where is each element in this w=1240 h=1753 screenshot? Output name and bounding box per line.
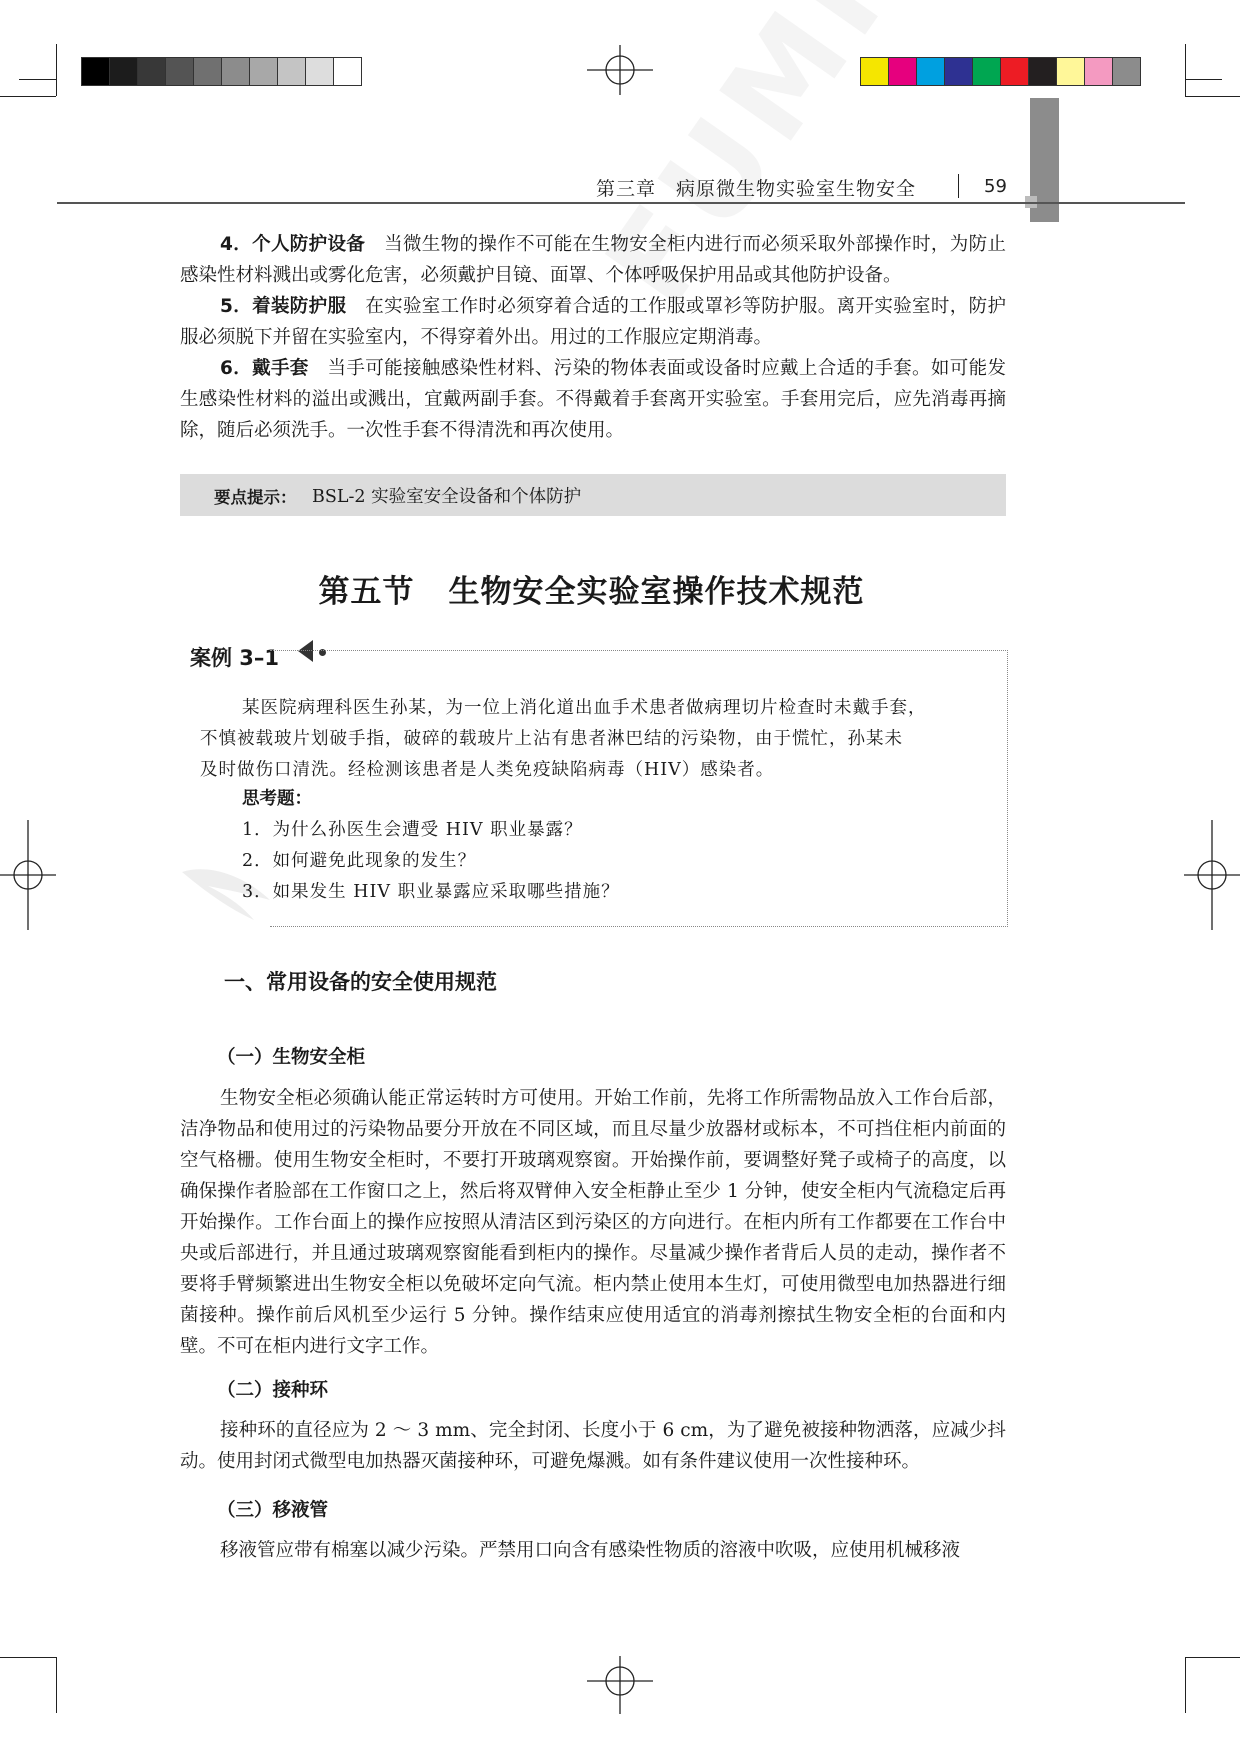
- case-line: 及时做伤口清洗。经检测该患者是人类免疫缺陷病毒（HIV）感染者。: [200, 760, 775, 780]
- paragraph-label: 5．着装防护服: [220, 296, 347, 317]
- registration-mark-right: [1184, 820, 1240, 930]
- section-title: [0, 566, 1183, 611]
- gray-swatch: [165, 57, 194, 86]
- paragraph-inoculating-loop: 接种环的直径应为 2 ～ 3 mm、完全封闭、长度小于 6 cm，为了避免被接种物洒落，应减少抖动。使用封闭式微型电加热器灭菌接种环，可避免爆溅。如有条件建议使用一次性接种环。: [180, 1420, 1006, 1472]
- paragraph-gloves: [180, 353, 1006, 446]
- case-question: 3．如果发生 HIV 职业暴露应采取哪些措施？: [242, 882, 620, 902]
- registration-mark-top: [587, 45, 653, 111]
- case-line: 不慎被载玻片划破手指，破碎的载玻片上沾有患者淋巴结的污染物，由于慌忙，孙某未: [200, 729, 903, 749]
- page-number: 59: [984, 176, 1007, 197]
- case-label: 案例 3–1: [190, 646, 280, 670]
- registration-mark-left: [0, 820, 56, 930]
- color-swatch: [1084, 57, 1113, 86]
- running-header-chapter: 第三章 病原微生物实验室生物安全: [596, 178, 917, 200]
- section-name: 生物安全实验室操作技术规范: [448, 574, 865, 610]
- key-point-text: BSL-2 实验室安全设备和个体防护: [312, 487, 582, 507]
- color-swatch: [888, 57, 917, 86]
- paragraph-biosafety-cabinet: 生物安全柜必须确认能正常运转时方可使用。开始工作前，先将工作所需物品放入工作台后部，洁净物品和使用过的污染物品要分开放在不同区域，而且尽量少放器材或标本，不可挡住柜内前面的空气格栅。使用生物安全柜时，不要打开玻璃观察窗。开始操作前，要调整好凳子或椅子的高度，以确保操作者脸部在工作窗口之上，然后将双臂伸入安全柜静止至少 1 分钟，使安全柜内气流稳定后再开始操作。工作台面上的操作应按照从清洁区到污染区的方向进行。在柜内所有工作都要在工作台中央或后部进行，并且通过玻璃观察窗能看到柜内的操作。尽量减少操作者背后人员的走动，操作者不要将手臂频繁进出生物安全柜以免破坏定向气流。柜内禁止使用本生灯，可使用微型电加热器进行细菌接种。操作前后风机至少运行 5 分钟。操作结束应使用适宜的消毒剂擦拭生物安全柜的台面和内壁。不可在柜内进行文字工作。: [180, 1088, 1006, 1357]
- paragraph-protective-clothing: [180, 291, 1006, 353]
- case-question: 1．为什么孙医生会遭受 HIV 职业暴露？: [242, 820, 583, 840]
- gray-swatch: [249, 57, 278, 86]
- paragraph-pipette: 移液管应带有棉塞以减少污染。严禁用口向含有感染性物质的溶液中吹吸，应使用机械移液: [220, 1540, 961, 1561]
- gray-swatch: [137, 57, 166, 86]
- color-swatch: [944, 57, 973, 86]
- gray-swatch: [109, 57, 138, 86]
- item-title-inoculating-loop: （二）接种环: [217, 1380, 329, 1401]
- color-swatch: [916, 57, 945, 86]
- color-swatch: [1056, 57, 1085, 86]
- paragraph-text: 当手可能接触感染性材料、污染的物体表面或设备时应戴上合适的手套。如可能发生感染性材料的溢出或溅出，宜戴两副手套。不得戴着手套离开实验室。手套用完后，应先消毒再摘除，随后必须洗手。一次性手套不得清洗和再次使用。: [180, 358, 1006, 441]
- subsection-title: 一、常用设备的安全使用规范: [224, 970, 497, 994]
- color-swatch: [1112, 57, 1141, 86]
- paragraph-label: 4．个人防护设备: [220, 234, 366, 255]
- gray-swatch: [193, 57, 222, 86]
- gray-step-bar: [82, 57, 362, 86]
- color-swatch: [1028, 57, 1057, 86]
- header-rule: [57, 202, 1185, 204]
- section-number: 第五节: [318, 574, 415, 610]
- case-question: 2．如何避免此现象的发生？: [242, 851, 477, 871]
- gray-swatch: [81, 57, 110, 86]
- color-swatch: [972, 57, 1001, 86]
- gray-swatch: [333, 57, 362, 86]
- color-control-bar: [861, 57, 1141, 86]
- paragraph-text: 在实验室工作时必须穿着合适的工作服或罩衫等防护服。离开实验室时，防护服必须脱下并留在实验室内，不得穿着外出。用过的工作服应定期消毒。: [180, 296, 1006, 348]
- paragraph-personal-protective-equipment: [180, 229, 1006, 291]
- item-title-pipette: （三）移液管: [217, 1500, 329, 1521]
- gray-swatch: [221, 57, 250, 86]
- gray-swatch: [305, 57, 334, 86]
- gray-swatch: [277, 57, 306, 86]
- item-title-biosafety-cabinet: （一）生物安全柜: [217, 1047, 366, 1068]
- paragraph-label: 6．戴手套: [220, 358, 309, 379]
- paragraph-text: 当微生物的操作不可能在生物安全柜内进行而必须采取外部操作时，为防止感染性材料溅出或雾化危害，必须戴护目镜、面罩、个体呼吸保护用品或其他防护设备。: [180, 234, 1006, 286]
- key-point-label: 要点提示：: [214, 488, 297, 507]
- case-question-title: 思考题：: [242, 789, 312, 809]
- case-line: 某医院病理科医生孙某，为一位上消化道出血手术患者做病理切片检查时未戴手套，: [242, 698, 927, 718]
- header-divider: [958, 174, 959, 198]
- color-swatch: [1000, 57, 1029, 86]
- registration-mark-bottom: [587, 1648, 653, 1714]
- key-point-box: [180, 474, 1006, 516]
